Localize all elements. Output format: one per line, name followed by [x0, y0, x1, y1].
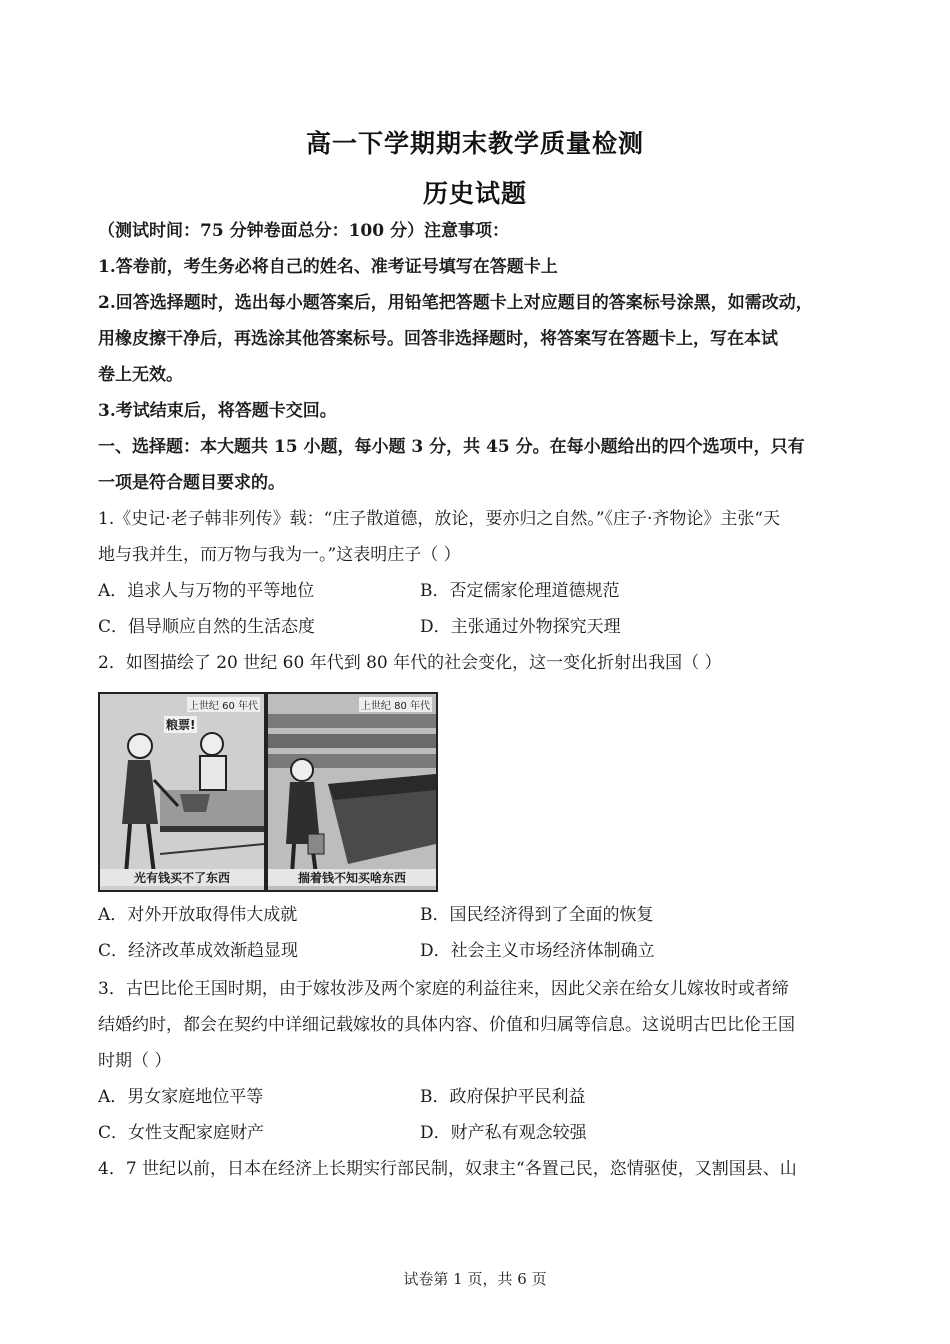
exam-title: 高一下学期期末教学质量检测 — [305, 129, 644, 158]
instruction-item-2-line-2: 用橡皮擦干净后，再选涂其他答案标号。回答非选择题时，将答案写在答题卡上，写在本试 — [98, 329, 778, 349]
question-3-option-b: B．政府保护平民利益 — [420, 1087, 586, 1107]
section-heading-line-2: 一项是符合题目要求的。 — [98, 473, 285, 493]
instruction-item-3: 3.考试结束后，将答题卡交回。 — [98, 401, 337, 421]
cartoon-1960s-caption: 光有钱买不了东西 — [100, 869, 264, 886]
cartoon-panel-1980s — [266, 692, 438, 892]
cartoon-1980s-drawing — [268, 694, 436, 890]
page-footer: 试卷第 1 页，共 6 页 — [403, 1270, 547, 1288]
subject-title: 历史试题 — [422, 179, 527, 208]
question-2-cartoon — [98, 692, 438, 888]
section-heading-line-1: 一、选择题：本大题共 15 小题，每小题 3 分，共 45 分。在每小题给出的四个选项中，只有 — [98, 437, 805, 457]
cartoon-1960s-tag: 上世纪 60 年代 — [187, 697, 260, 712]
question-3-option-d: D．财产私有观念较强 — [420, 1123, 587, 1143]
instructions-header: （测试时间：75 分钟卷面总分：100 分）注意事项： — [98, 221, 509, 241]
question-2-option-c: C．经济改革成效渐趋显现 — [98, 941, 299, 961]
question-3-option-a: A．男女家庭地位平等 — [98, 1087, 264, 1107]
question-1-option-c: C．倡导顺应自然的生活态度 — [98, 617, 316, 637]
instruction-item-2-line-3: 卷上无效。 — [98, 365, 183, 385]
question-1-option-b: B．否定儒家伦理道德规范 — [420, 581, 620, 601]
cartoon-1980s-caption: 揣着钱不知买啥东西 — [268, 869, 436, 886]
question-2-line-1: 2．如图描绘了 20 世纪 60 年代到 80 年代的社会变化，这一变化折射出我国（ ） — [98, 653, 722, 673]
question-1-line-2: 地与我并生，而万物与我为一。”这表明庄子（ ） — [98, 545, 461, 565]
question-1-option-a: A．追求人与万物的平等地位 — [98, 581, 315, 601]
question-2-option-d: D．社会主义市场经济体制确立 — [420, 941, 655, 961]
question-3-line-1: 3．古巴比伦王国时期，由于嫁妆涉及两个家庭的利益往来，因此父亲在给女儿嫁妆时或者缔 — [98, 979, 789, 999]
question-1-option-d: D．主张通过外物探究天理 — [420, 617, 621, 637]
question-3-option-c: C．女性支配家庭财产 — [98, 1123, 265, 1143]
question-2-option-b: B．国民经济得到了全面的恢复 — [420, 905, 654, 925]
cartoon-panel-1960s — [98, 692, 266, 892]
question-3-line-2: 结婚约时，都会在契约中详细记载嫁妆的具体内容、价值和归属等信息。这说明古巴比伦王国 — [98, 1015, 795, 1035]
question-4-line-1: 4．7 世纪以前，日本在经济上长期实行部民制，奴隶主“各置己民，恣情驱使，又割国县、山 — [98, 1159, 797, 1179]
question-1-line-1: 1.《史记·老子韩非列传》载：“庄子散道德，放论，要亦归之自然。”《庄子·齐物论》主张“天 — [98, 509, 781, 529]
cartoon-1980s-tag: 上世纪 80 年代 — [359, 697, 432, 712]
cartoon-1960s-speech: 粮票! — [166, 718, 196, 732]
question-3-line-3: 时期（ ） — [98, 1051, 172, 1071]
instruction-item-1: 1.答卷前，考生务必将自己的姓名、准考证号填写在答题卡上 — [98, 257, 558, 277]
question-2-option-a: A．对外开放取得伟大成就 — [98, 905, 298, 925]
instruction-item-2-line-1: 2.回答选择题时，选出每小题答案后，用铅笔把答题卡上对应题目的答案标号涂黑，如需改动， — [98, 293, 813, 313]
